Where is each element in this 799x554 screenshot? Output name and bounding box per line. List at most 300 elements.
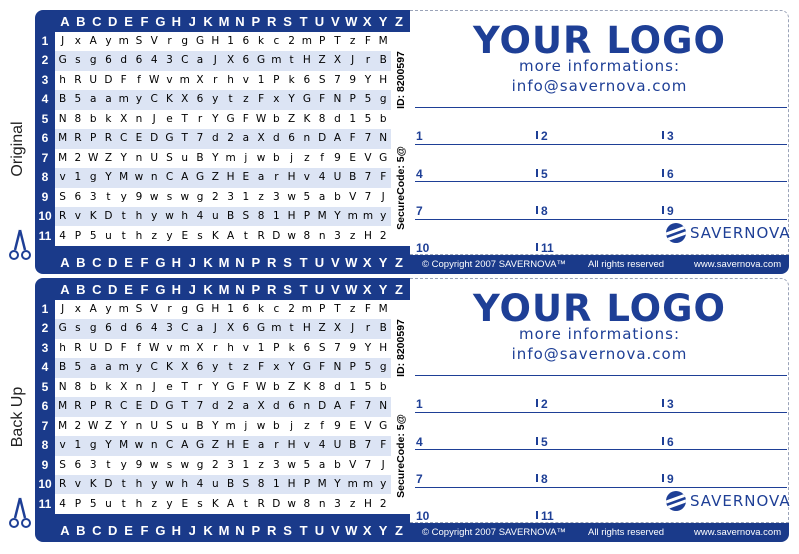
column-letter: D: [107, 523, 118, 538]
grid-cell: x: [273, 361, 280, 374]
grid-cell: D: [104, 210, 113, 223]
grid-cell: s: [166, 190, 173, 203]
copyright-text: © Copyright 2007 SAVERNOVA™: [422, 259, 566, 270]
grid-row: [55, 495, 391, 514]
grid-cell: w: [180, 458, 190, 471]
grid-cell: Y: [120, 419, 127, 432]
grid-cell: t: [121, 229, 126, 242]
grid-cell: y: [166, 497, 173, 510]
grid-cell: J: [213, 54, 217, 67]
grid-cell: N: [379, 400, 388, 413]
grid-cell: F: [242, 112, 249, 125]
grid-cell: G: [195, 303, 205, 315]
column-letter: T: [299, 523, 308, 538]
grid-cell: P: [273, 73, 280, 86]
grid-cell: N: [58, 112, 67, 125]
grid-cell: K: [303, 112, 311, 125]
grid-cell: 6: [303, 73, 311, 86]
grid-cell: S: [242, 210, 250, 223]
website-text: www.savernova.com: [694, 259, 782, 270]
grid-cell: M: [378, 303, 388, 315]
column-letter: H: [171, 14, 181, 29]
grid-cell: F: [364, 35, 371, 47]
grid-cell: 1: [74, 171, 82, 184]
grid-cell: u: [211, 210, 219, 223]
grid-cell: 1: [257, 73, 265, 86]
grid-cell: f: [320, 151, 324, 164]
info-text: more informations:: [518, 325, 681, 343]
grid-cell: Z: [104, 419, 113, 432]
column-letter: P: [251, 282, 261, 297]
grid-cell: a: [196, 322, 204, 335]
grid-cell: 1: [74, 439, 82, 452]
grid-cell: u: [105, 229, 112, 242]
grid-cell: v: [74, 210, 81, 223]
grid-cell: n: [303, 132, 311, 145]
grid-cell: m: [225, 419, 236, 432]
grid-cell: m: [362, 210, 374, 223]
grid-cell: h: [181, 478, 189, 491]
grid-cell: z: [243, 361, 249, 374]
grid-cell: W: [255, 112, 267, 125]
grid-cell: y: [151, 478, 158, 491]
grid-cell: u: [105, 497, 112, 510]
grid-cell: K: [211, 497, 219, 510]
grid-cell: H: [211, 35, 220, 47]
grid-cell: J: [381, 458, 385, 471]
grid-cell: a: [257, 171, 265, 184]
grid-cell: 1: [273, 210, 280, 223]
grid-cell: Z: [211, 439, 219, 452]
grid-cell: 3: [227, 458, 234, 471]
grid-cell: J: [152, 112, 156, 125]
grid-cell: x: [273, 93, 280, 106]
grid-cell: M: [58, 400, 68, 413]
grid-cell: F: [349, 400, 356, 413]
grid-cell: G: [58, 54, 67, 67]
grid-cell: Z: [288, 112, 296, 125]
column-letter: P: [251, 523, 261, 538]
grid-cell: A: [226, 229, 235, 242]
grid-cell: S: [59, 190, 66, 203]
grid-cell: h: [135, 497, 143, 510]
grid-cell: a: [318, 458, 326, 471]
grid-cell: k: [288, 341, 295, 354]
grid-cell: 5: [89, 229, 97, 242]
column-letter: A: [60, 14, 70, 29]
grid-cell: m: [118, 93, 129, 106]
grid-cell: K: [166, 361, 173, 374]
grid-cell: G: [226, 380, 235, 393]
grid-cell: n: [135, 151, 143, 164]
grid-cell: J: [152, 380, 156, 393]
grid-cell: 7: [364, 171, 372, 184]
grid-cell: b: [334, 458, 341, 471]
grid-cell: v: [303, 171, 310, 184]
row-number: 11: [38, 228, 52, 243]
row-number: 4: [41, 92, 49, 107]
column-letter: V: [331, 523, 340, 538]
grid-cell: d: [334, 112, 341, 125]
field-line: [415, 107, 787, 108]
grid-cell: G: [257, 322, 266, 335]
grid-cell: E: [135, 400, 143, 413]
grid-cell: m: [118, 35, 129, 47]
grid-cell: a: [196, 54, 204, 67]
column-header-top: [57, 12, 407, 32]
field-tick: [536, 474, 538, 482]
grid-cell: U: [89, 73, 97, 86]
grid-cell: X: [196, 341, 204, 354]
id-strip: [391, 300, 410, 514]
grid-cell: 2: [288, 35, 295, 47]
column-letter: J: [188, 255, 196, 270]
grid-cell: r: [365, 322, 371, 335]
grid-cell: C: [165, 171, 174, 184]
grid-cell: 9: [334, 151, 341, 164]
column-letter: H: [171, 523, 181, 538]
field-number: 7: [416, 472, 423, 486]
grid-cell: g: [196, 458, 204, 471]
grid-cell: V: [150, 303, 158, 315]
grid-cell: G: [165, 132, 174, 145]
field-line: [415, 449, 787, 450]
grid-cell: n: [303, 400, 311, 413]
column-letter: V: [331, 14, 340, 29]
grid-cell: 6: [288, 132, 295, 145]
field-tick: [536, 131, 538, 139]
grid-cell: V: [150, 35, 158, 47]
column-letter: U: [314, 14, 325, 29]
footer-bar: [410, 255, 789, 274]
grid-cell: t: [228, 93, 233, 106]
column-letter: H: [171, 255, 181, 270]
grid-cell: v: [59, 171, 66, 184]
grid-cell: F: [258, 361, 265, 374]
grid-cell: 1: [349, 380, 357, 393]
grid-cell: k: [258, 303, 265, 315]
grid-cell: H: [379, 341, 388, 354]
grid-cell: 6: [242, 322, 250, 335]
grid-cell: z: [258, 190, 264, 203]
grid-row: [55, 51, 391, 70]
grid-cell: 7: [196, 400, 204, 413]
column-letter: M: [218, 255, 230, 270]
grid-cell: F: [349, 132, 356, 145]
column-letter: Y: [378, 255, 388, 270]
grid-cell: R: [104, 400, 113, 413]
grid-cell: C: [150, 93, 158, 106]
field-tick: [662, 169, 664, 177]
field-tick: [662, 399, 664, 407]
grid-cell: 7: [364, 132, 372, 145]
row-number: 9: [41, 189, 49, 204]
column-letter: D: [107, 255, 118, 270]
grid-cell: H: [287, 171, 296, 184]
column-letter: R: [267, 255, 277, 270]
grid-cell: 1: [227, 35, 234, 47]
grid-cell: C: [120, 400, 128, 413]
grid-cell: k: [258, 35, 265, 47]
grid-cell: y: [151, 210, 158, 223]
grid-cell: D: [318, 400, 327, 413]
column-letter: C: [92, 14, 102, 29]
grid-cell: 8: [257, 478, 265, 491]
grid-cell: P: [318, 35, 326, 47]
grid-cell: y: [120, 458, 127, 471]
grid-cell: 9: [135, 458, 143, 471]
grid-cell: w: [287, 458, 296, 471]
grid-row: [55, 378, 391, 397]
field-number: 9: [667, 204, 674, 218]
grid-cell: 2: [379, 229, 387, 242]
grid-cell: D: [272, 229, 281, 242]
grid-cell: 7: [364, 458, 372, 471]
field-tick: [536, 437, 538, 445]
grid-cell: H: [287, 210, 296, 223]
grid-cell: F: [242, 380, 249, 393]
field-number: 11: [541, 241, 554, 255]
grid-cell: E: [181, 229, 189, 242]
column-letter: M: [218, 523, 230, 538]
column-letter: S: [283, 523, 292, 538]
grid-cell: J: [61, 303, 65, 315]
grid-cell: H: [379, 73, 388, 86]
grid-cell: P: [74, 229, 82, 242]
field-number: 11: [541, 509, 554, 523]
grid-cell: r: [167, 35, 172, 47]
scissors-icon: [9, 228, 31, 262]
password-card: [0, 10, 799, 274]
field-number: 4: [416, 435, 423, 449]
field-number: 6: [667, 435, 674, 449]
rights-text: All rights reserved: [588, 259, 665, 270]
grid-cell: U: [89, 341, 97, 354]
grid-cell: X: [226, 54, 235, 67]
grid-cell: C: [165, 439, 174, 452]
grid-cell: V: [349, 190, 357, 203]
field-tick: [662, 206, 664, 214]
field-number: 3: [667, 129, 674, 143]
grid-cell: B: [196, 151, 204, 164]
grid-cell: B: [59, 361, 67, 374]
grid-cell: h: [135, 229, 143, 242]
grid-row: [55, 456, 391, 475]
column-letter: U: [314, 523, 325, 538]
grid-cell: B: [226, 210, 235, 223]
grid-cell: B: [379, 322, 387, 335]
grid-cell: J: [381, 190, 385, 203]
grid-row: [55, 397, 391, 416]
grid-cell: t: [289, 322, 294, 335]
grid-cell: Y: [364, 341, 372, 354]
grid-cell: N: [333, 361, 342, 374]
grid-cell: e: [166, 380, 173, 393]
grid-cell: v: [59, 439, 66, 452]
grid-cell: 1: [227, 303, 234, 315]
grid-cell: Z: [211, 171, 219, 184]
grid-cell: F: [319, 361, 326, 374]
grid-cell: R: [74, 400, 82, 413]
grid-cell: n: [150, 171, 158, 184]
column-letter: G: [155, 282, 166, 297]
grid-cell: F: [364, 303, 371, 315]
grid-cell: 2: [227, 132, 234, 145]
grid-cell: z: [151, 497, 157, 510]
column-letter: A: [60, 255, 70, 270]
row-number: 2: [41, 53, 49, 68]
grid-cell: h: [135, 478, 143, 491]
grid-cell: S: [318, 73, 326, 86]
grid-cell: H: [302, 54, 311, 67]
row-number: 11: [38, 496, 52, 511]
column-letter: A: [60, 523, 70, 538]
grid-cell: z: [304, 151, 310, 164]
grid-cell: g: [196, 190, 204, 203]
grid-row: [55, 168, 391, 187]
column-letter: F: [140, 14, 149, 29]
grid-cell: H: [287, 478, 296, 491]
grid-cell: 6: [196, 93, 204, 106]
grid-cell: 5: [303, 190, 311, 203]
grid-cell: M: [58, 132, 68, 145]
column-letter: Y: [378, 282, 388, 297]
grid-cell: S: [135, 303, 143, 315]
grid-cell: X: [120, 112, 128, 125]
column-letter: B: [76, 255, 86, 270]
field-line: [415, 181, 787, 182]
grid-cell: H: [287, 439, 296, 452]
grid-cell: h: [181, 210, 189, 223]
grid-cell: T: [334, 303, 341, 315]
grid-cell: j: [290, 419, 294, 432]
field-number: 5: [541, 435, 548, 449]
grid-cell: M: [58, 419, 68, 432]
grid-cell: m: [118, 361, 129, 374]
grid-cell: H: [302, 322, 311, 335]
grid-cell: r: [274, 171, 279, 184]
grid-cell: F: [120, 73, 127, 86]
grid-cell: 3: [273, 190, 280, 203]
grid-cell: f: [137, 341, 141, 354]
grid-cell: b: [379, 380, 387, 393]
column-letter: G: [155, 523, 166, 538]
grid-cell: c: [273, 35, 280, 47]
grid-row: [55, 227, 391, 246]
grid-cell: b: [379, 112, 387, 125]
grid-cell: H: [363, 229, 372, 242]
grid-row: [55, 207, 391, 226]
grid-row: [55, 149, 391, 168]
secure-code: SecureCode: 5@: [395, 146, 407, 230]
grid-cell: m: [362, 478, 374, 491]
grid-cell: 3: [166, 322, 173, 335]
grid-cell: V: [364, 151, 372, 164]
grid-cell: F: [120, 341, 127, 354]
column-letter: P: [251, 255, 261, 270]
grid-cell: Z: [318, 322, 326, 335]
column-letter: E: [124, 14, 133, 29]
grid-cell: Y: [212, 112, 219, 125]
grid-cell: E: [349, 151, 356, 164]
field-line: [415, 219, 787, 220]
grid-cell: 4: [59, 229, 66, 242]
field-number: 5: [541, 167, 548, 181]
grid-cell: X: [257, 132, 265, 145]
grid-cell: t: [121, 210, 126, 223]
grid-cell: r: [213, 73, 218, 86]
row-number: 8: [41, 438, 49, 453]
grid-cell: z: [151, 229, 157, 242]
column-letter: F: [140, 255, 149, 270]
grid-cell: G: [195, 171, 205, 184]
grid-cell: 8: [257, 210, 265, 223]
grid-cell: E: [242, 171, 250, 184]
grid-cell: z: [258, 458, 264, 471]
grid-cell: 1: [273, 478, 280, 491]
row-number: 6: [41, 399, 49, 414]
grid-cell: h: [59, 341, 66, 354]
code-grid-panel: [35, 10, 410, 274]
column-letter: V: [331, 255, 340, 270]
row-number: 8: [41, 170, 49, 185]
grid-row: [55, 129, 391, 148]
grid-cell: H: [211, 303, 220, 315]
grid-cell: F: [380, 439, 387, 452]
grid-cell: j: [244, 151, 248, 164]
grid-cell: T: [181, 132, 188, 145]
grid-cell: Y: [212, 151, 219, 164]
grid-cell: u: [211, 478, 219, 491]
grid-row: [55, 90, 391, 109]
grid-cell: n: [318, 229, 326, 242]
field-number: 3: [667, 397, 674, 411]
password-card: [0, 278, 799, 542]
grid-cell: v: [242, 73, 249, 86]
grid-row: [55, 436, 391, 455]
grid-cell: m: [271, 54, 282, 67]
field-number: 8: [541, 472, 548, 486]
id-strip: [391, 32, 410, 246]
row-number: 7: [41, 418, 49, 433]
grid-cell: b: [273, 380, 280, 393]
column-letter: U: [314, 255, 325, 270]
grid-cell: P: [318, 303, 326, 315]
grid-cell: Y: [334, 210, 341, 223]
grid-cell: d: [120, 322, 128, 335]
grid-cell: C: [120, 132, 128, 145]
grid-cell: 7: [196, 132, 204, 145]
grid-cell: x: [74, 35, 81, 47]
column-letter: E: [124, 282, 133, 297]
grid-row: [55, 188, 391, 207]
grid-cell: y: [166, 229, 173, 242]
grid-cell: N: [333, 93, 342, 106]
grid-cell: z: [349, 229, 356, 242]
grid-cell: K: [303, 380, 311, 393]
grid-cell: w: [134, 439, 144, 452]
grid-cell: 7: [364, 439, 372, 452]
column-letter: Y: [378, 523, 388, 538]
grid-cell: B: [379, 54, 387, 67]
grid-cell: 6: [242, 35, 250, 47]
brand-logo: [666, 223, 791, 243]
grid-cell: b: [273, 419, 280, 432]
grid-cell: c: [273, 303, 280, 315]
grid-cell: w: [256, 419, 266, 432]
grid-cell: X: [181, 361, 189, 374]
grid-cell: B: [349, 439, 357, 452]
